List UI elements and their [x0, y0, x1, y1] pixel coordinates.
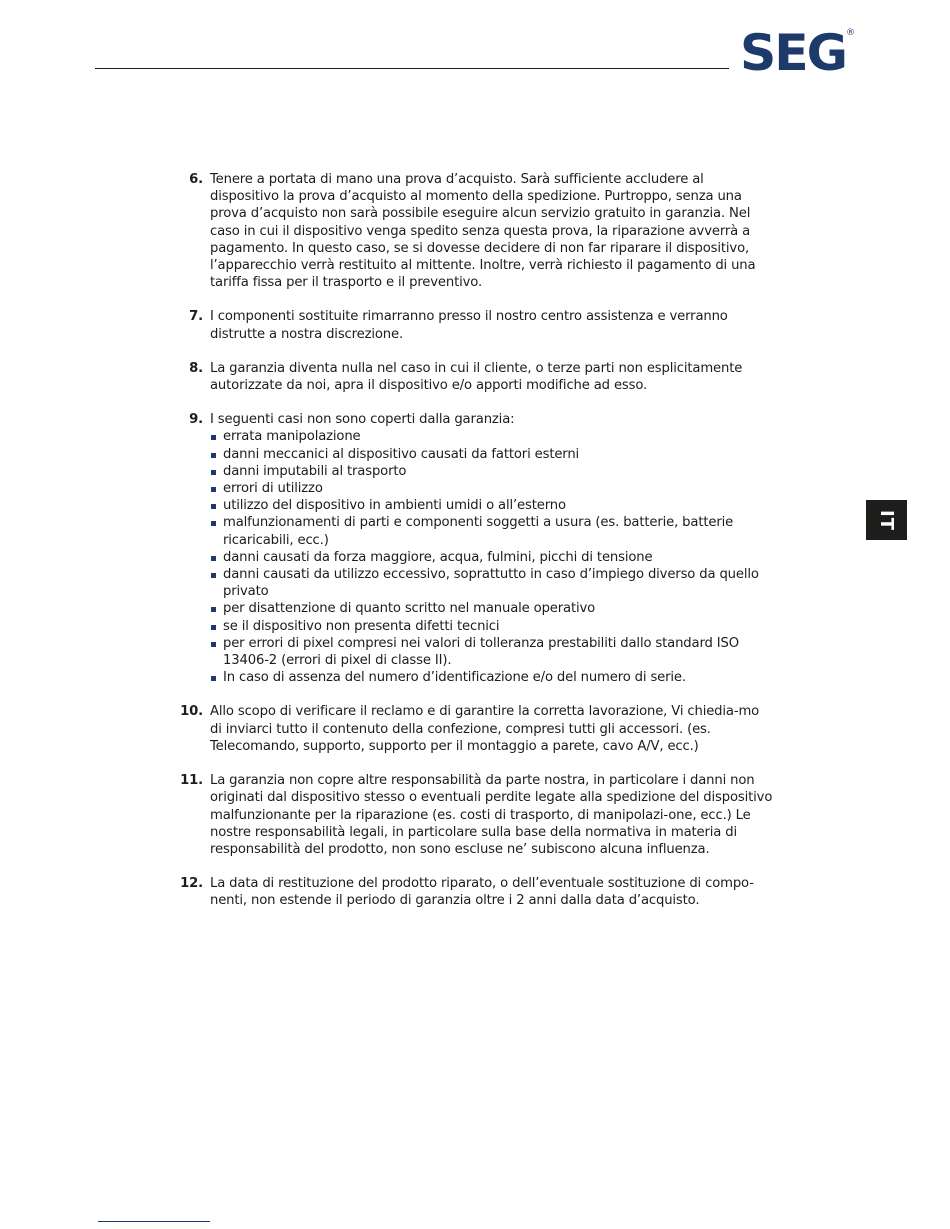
language-tab-label: IT: [875, 509, 897, 531]
bullet-item: danni meccanici al dispositivo causati da fattori esterni: [223, 446, 773, 463]
bullet-item: malfunzionamenti di parti e componenti soggetti a usura (es. batterie, batterie ricaricabili, ecc.): [223, 514, 773, 548]
bullet-item: errata manipolazione: [223, 428, 773, 445]
item-number: 7.: [189, 309, 203, 325]
bullet-item: danni causati da utilizzo eccessivo, soprattutto in caso d’impiego diverso da quello privato: [223, 566, 773, 600]
item-text: La garanzia non copre altre responsabilità da parte nostra, in particolare i danni non originati dal dispositivo stesso o eventuali perdite legate alla spedizione del dispositivo malfunzionante per la riparazione (es. costi di trasporto, di manipolazi-one, ecc.) Le nostre responsabilità legali, in particolare sulla base della normativa in materia di responsabilità del prodotto, non sono escluse ne’ subiscono alcuna influenza.: [210, 773, 773, 857]
bullet-item: danni imputabili al trasporto: [223, 463, 773, 480]
item-text: Allo scopo di verificare il reclamo e di garantire la corretta lavorazione, Vi chiedia-mo di inviarci tutto il contenuto della confezione, compresi tutti gli accessori. (es. Telecomando, supporto, supporto per il montaggio a parete, cavo A/V, ecc.): [210, 704, 760, 754]
bullet-item: In caso di assenza del numero d’identificazione e/o del numero di serie.: [223, 669, 773, 686]
bullet-item: utilizzo del dispositivo in ambienti umidi o all’esterno: [223, 497, 773, 514]
logo-text: SEG: [740, 26, 846, 72]
item-text: La garanzia diventa nulla nel caso in cui il cliente, o terze parti non esplicitamente autorizzate da noi, apra il dispositivo e/o apporti modifiche ad esso.: [210, 360, 743, 394]
item-text: La data di restituzione del prodotto riparato, o dell’eventuale sostituzione di compo-nenti, non estende il periodo di garanzia oltre i 2 anni dalla data d’acquisto.: [210, 876, 754, 909]
list-item: [168, 411, 773, 686]
seg-logo: [740, 26, 855, 72]
bullet-list: [210, 428, 773, 686]
item-number: 9.: [189, 412, 203, 428]
bullet-item: per errori di pixel compresi nei valori di tolleranza prestabiliti dallo standard ISO 13406-2 (errori di pixel di classe II).: [223, 635, 773, 669]
warranty-conditions: [168, 171, 773, 927]
list-item: [168, 772, 773, 858]
list-item: [168, 875, 773, 909]
item-number: 12.: [180, 876, 203, 892]
bullet-item: per disattenzione di quanto scritto nel manuale operativo: [223, 600, 773, 617]
item-number: 8.: [189, 360, 203, 376]
bullet-item: errori di utilizzo: [223, 480, 773, 497]
item-text: Tenere a portata di mano una prova d’acquisto. Sarà sufficiente accludere al dispositivo la prova d’acquisto al momento della spedizione. Purtroppo, senza una prova d’acquisto non sarà possibile eseguire alcun servizio gratuito in garanzia. Nel caso in cui il dispositivo venga spedito senza questa prova, la riparazione avverrà a pagamento. In questo caso, se si dovesse decidere di non far riparare il dispositivo, l’apparecchio verrà restituito al mittente. Inoltre, verrà richiesto il pagamento di una tariffa fissa per il trasporto e il preventivo.: [210, 172, 756, 291]
item-text: I componenti sostituite rimarranno presso il nostro centro assistenza e verranno distrutte a nostra discrezione.: [210, 309, 728, 342]
item-number: 11.: [180, 773, 203, 789]
bullet-item: danni causati da forza maggiore, acqua, fulmini, picchi di tensione: [223, 549, 773, 566]
list-item: [168, 171, 773, 291]
registered-mark: ®: [846, 28, 855, 38]
list-item: [168, 703, 773, 755]
list-item: [168, 360, 773, 394]
item-text: I seguenti casi non sono coperti dalla garanzia:: [210, 412, 515, 428]
bullet-item: se il dispositivo non presenta difetti tecnici: [223, 618, 773, 635]
item-number: 10.: [180, 704, 203, 720]
item-number: 6.: [189, 172, 203, 187]
language-tab: [866, 500, 907, 540]
header-rule: [95, 68, 729, 69]
list-item: [168, 308, 773, 342]
footer-rule: [98, 1221, 210, 1222]
